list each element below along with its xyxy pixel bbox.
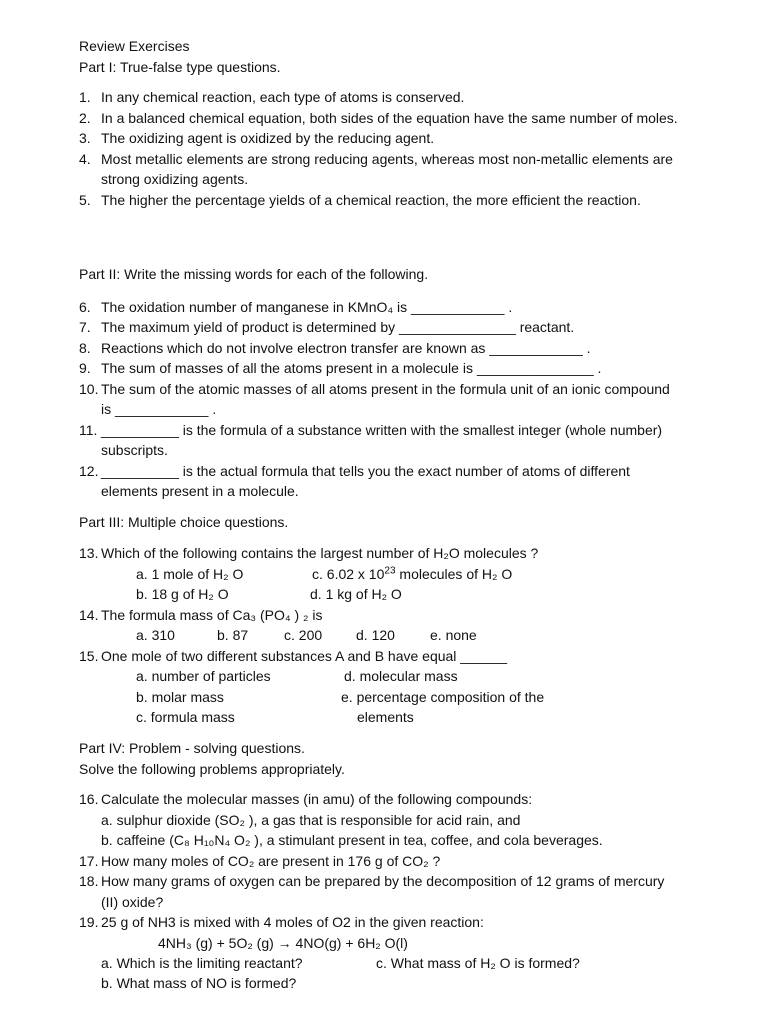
q16-part-b: b. caffeine (C₈ H₁₀N₄ O₂ ), a stimulant present in tea, coffee, and cola beverages. [101, 832, 603, 848]
part-2-title: Part II: Write the missing words for each of the following. [79, 266, 429, 282]
q15-option-e: e. percentage composition of the [341, 689, 545, 705]
question-10: 10. The sum of the atomic masses of all atoms present in the formula unit of an ionic compound is ____________ . [79, 380, 670, 417]
q15-option-e-cont: elements [357, 709, 414, 725]
q15-option-c: c. formula mass [136, 709, 235, 725]
q15-option-b: b. molar mass [136, 689, 224, 705]
page-heading: Review Exercises [79, 38, 190, 54]
question-6: 6. The oxidation number of manganese in KMnO₄ is ____________ . [79, 298, 513, 315]
q15-option-d: d. molecular mass [344, 668, 458, 684]
question-13: 13. Which of the following contains the largest number of H₂O molecules ? [79, 545, 539, 561]
part-1-section [79, 36, 679, 210]
question-2: 2. In a balanced chemical equation, both sides of the equation have the same number of moles. [79, 109, 678, 126]
q19-part-b: b. What mass of NO is formed? [101, 975, 297, 991]
question-14: 14. The formula mass of Ca₃ (PO₄ ) ₂ is [79, 607, 323, 623]
q19-part-a: a. Which is the limiting reactant? [101, 955, 303, 971]
question-5: 5. The higher the percentage yields of a chemical reaction, the more efficient the reaction. [79, 191, 641, 208]
question-1: 1. In any chemical reaction, each type of atoms is conserved. [79, 89, 465, 105]
q13-option-b: b. 18 g of H₂ O [136, 586, 229, 602]
q13-option-d: d. 1 kg of H₂ O [310, 586, 402, 602]
part-4-subtitle: Solve the following problems appropriately. [79, 760, 345, 777]
question-18: 18. How many grams of oxygen can be prepared by the decomposition of 12 grams of mercury (II) oxide? [79, 873, 665, 910]
question-9: 9. The sum of masses of all the atoms present in a molecule is _______________ . [79, 360, 602, 376]
part-4-questions [79, 789, 679, 999]
question-16: 16. Calculate the molecular masses (in amu) of the following compounds: [79, 791, 533, 807]
question-15: 15. One mole of two different substances A and B have equal ______ [79, 648, 508, 664]
part-3-questions [79, 543, 679, 729]
question-4: 4. Most metallic elements are strong reducing agents, whereas most non-metallic elements are strong oxidizing agents. [79, 150, 673, 187]
q19-part-c: c. What mass of H₂ O is formed? [376, 955, 580, 971]
part-2-section [79, 264, 679, 502]
q14-option-e: e. none [430, 627, 477, 643]
q19-equation: 4NH₃ (g) + 5O₂ (g) → 4NO(g) + 6H₂ O(l) [158, 934, 408, 951]
question-7: 7. The maximum yield of product is determined by _______________ reactant. [79, 319, 575, 335]
question-12: 12. __________ is the actual formula that tells you the exact number of atoms of different elements present in a molecule. [79, 462, 630, 499]
q14-option-c: c. 200 [284, 627, 323, 643]
q14-option-b: b. 87 [217, 627, 249, 643]
part-1-title: Part I: True-false type questions. [79, 58, 281, 75]
q15-option-a: a. number of particles [136, 668, 271, 684]
question-3: 3. The oxidizing agent is oxidized by the reducing agent. [79, 130, 435, 146]
q16-part-a: a. sulphur dioxide (SO₂ ), a gas that is responsible for acid rain, and [101, 811, 521, 828]
q14-option-a: a. 310 [136, 627, 175, 643]
part-3-title: Part III: Multiple choice questions. [79, 514, 289, 530]
question-8: 8. Reactions which do not involve electron transfer are known as ____________ . [79, 339, 591, 356]
q19-row-1 [79, 953, 679, 973]
question-11: 11. __________ is the formula of a substance written with the smallest integer (whole number) subscripts. [79, 421, 663, 458]
question-19: 19. 25 g of NH3 is mixed with 4 moles of O2 in the given reaction: [79, 914, 484, 930]
q13-option-c: c. 6.02 x $10^{23}$ molecules of H₂ O [312, 565, 513, 582]
question-17: 17. How many moles of CO₂ are present in 176 g of CO₂ ? [79, 852, 441, 869]
q13-option-a: a. 1 mole of H₂ O [136, 566, 244, 582]
q14-option-d: d. 120 [356, 627, 395, 643]
part-3-section [79, 512, 679, 533]
part-4-title: Part IV: Problem - solving questions. [79, 740, 305, 756]
part-4-section [79, 738, 679, 779]
